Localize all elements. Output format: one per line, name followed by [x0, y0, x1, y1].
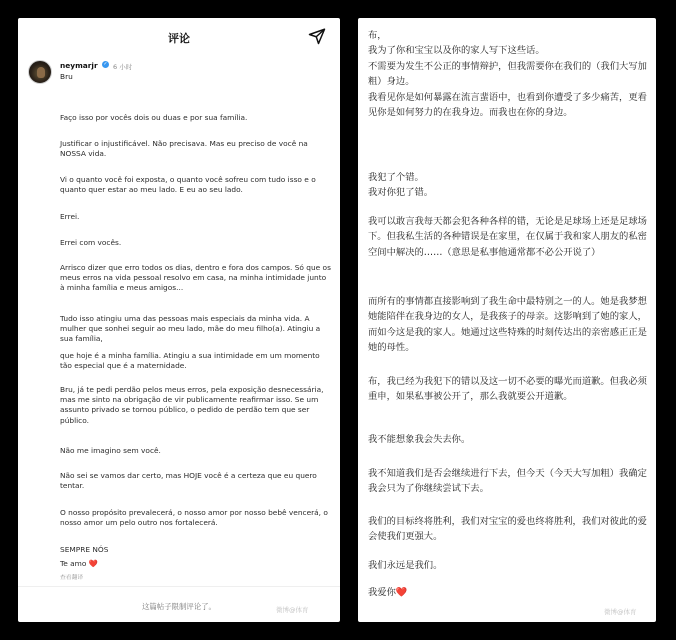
translation-paragraph: 我们的目标终将胜利，我们对宝宝的爱也终将胜利，我们对彼此的爱会使我们更强大。: [368, 516, 647, 543]
translation-signoff: [368, 585, 650, 600]
translation-paragraph: 我不知道我们是否会继续进行下去，但今天（今天大写加粗）我确定我会只为了你继续尝试下去。: [368, 468, 647, 495]
post-paragraph: Errei com vocês.: [60, 238, 122, 247]
avatar[interactable]: [28, 60, 52, 84]
post-time: 6 小时: [113, 62, 133, 71]
post-signoff: [60, 559, 332, 569]
post-paragraph: Não sei se vamos dar certo, mas HOJE você é a certeza que eu quero tentar.: [60, 471, 317, 491]
comments-header: [18, 18, 340, 58]
post-paragraph: Não me imagino sem você.: [60, 446, 161, 455]
translation-paragraph: 我爱你: [368, 587, 396, 598]
heart-icon: ❤️: [88, 559, 98, 568]
post-paragraph: que hoje é a minha família. Atingiu a sua intimidade em um momento tão especial que é a maternidade.: [60, 351, 320, 371]
post-paragraph: Tudo isso atingiu uma das pessoas mais especiais da minha vida. A mulher que sonhei seguir ao meu lado, mãe do meu filho(a). Atingiu a sua família,: [60, 314, 321, 344]
username[interactable]: neymarjr: [60, 61, 98, 70]
instagram-post-panel: [18, 18, 340, 622]
verified-badge-icon: ✓: [103, 61, 108, 67]
translation-paragraph: 我可以敢言我每天都会犯各种各样的错，无论是足球场上还是足球场下。但我私生活的各种错误是在家里，在仅属于我和家人朋友的私密空间中解决的……（意思是私事他通常都不必公开说了）: [368, 216, 647, 258]
post-paragraph: Errei.: [60, 212, 80, 221]
watermark: 微博@体育: [604, 608, 637, 616]
post-paragraph: Vi o quanto você foi exposta, o quanto você sofreu com tudo isso e o quanto quer estar ao meu lado. E eu ao seu lado.: [60, 175, 316, 195]
post-header: [28, 60, 328, 88]
heart-icon: ❤️: [395, 587, 408, 598]
translation-paragraph: 我不能想象我会失去你。: [368, 434, 471, 445]
post-paragraph: Te amo: [60, 559, 87, 568]
post-greeting: Bru: [60, 72, 73, 81]
page-title: 评论: [168, 32, 190, 45]
translation-paragraph: 而所有的事情都直接影响到了我生命中最特别之一的人。她是我梦想她能陪伴在我身边的女人，是我孩子的母亲。这影响到了她的家人，而如今这是我的家人。她通过这些特殊的时刻传达出的亲密感正正是她的母性。: [368, 296, 647, 354]
watermark: 微博@体育: [276, 606, 309, 614]
divider: [18, 586, 340, 587]
comments-restricted-notice: 这篇帖子限制评论了。: [142, 602, 216, 611]
see-translation-link[interactable]: 查看翻译: [60, 575, 84, 581]
translation-paragraph: 布， 我为了你和宝宝以及你的家人写下这些话。 不需要为发生不公正的事情辩护，但我需要你在我们的（我们大写加粗）身边。 我看见你是如何暴露在流言蜚语中，也看到你遭受了多少痛苦，更看见你是如何努力的在我身边。而我也在你的身边。: [368, 30, 647, 119]
post-paragraph: O nosso propósito prevalecerá, o nosso amor por nosso bebê vencerá, o nosso amor um pelo outro nos fortalecerá.: [60, 508, 328, 528]
post-paragraph: Faço isso por vocês dois ou duas e por sua família.: [60, 113, 248, 122]
post-paragraph: Justificar o injustificável. Não precisava. Mas eu preciso de você na NOSSA vida.: [60, 139, 308, 159]
translation-paragraph: 我犯了个错。 我对你犯了错。: [368, 172, 434, 199]
post-paragraph: Arrisco dizer que erro todos os dias, dentro e fora dos campos. Só que os meus erros na vida pessoal resolvo em casa, na minha intimidade junto à minha família e meus amigos...: [60, 263, 331, 293]
post-paragraph: SEMPRE NÓS: [60, 545, 109, 554]
translation-paragraph: 我们永远是我们。: [368, 560, 443, 571]
translation-panel: [358, 18, 656, 622]
post-paragraph: Bru, já te pedi perdão pelos meus erros, pela exposição desnecessária, mas me sinto na obrigação de vir publicamente reafirmar isso. Se um assunto privado se tornou público, o pedido de perdão tem que ser público.: [60, 385, 324, 425]
send-icon[interactable]: [308, 27, 326, 45]
translation-paragraph: 布，我已经为我犯下的错以及这一切不必要的曝光而道歉。但我必须重申，如果私事被公开了，那么我就要公开道歉。: [368, 376, 647, 403]
